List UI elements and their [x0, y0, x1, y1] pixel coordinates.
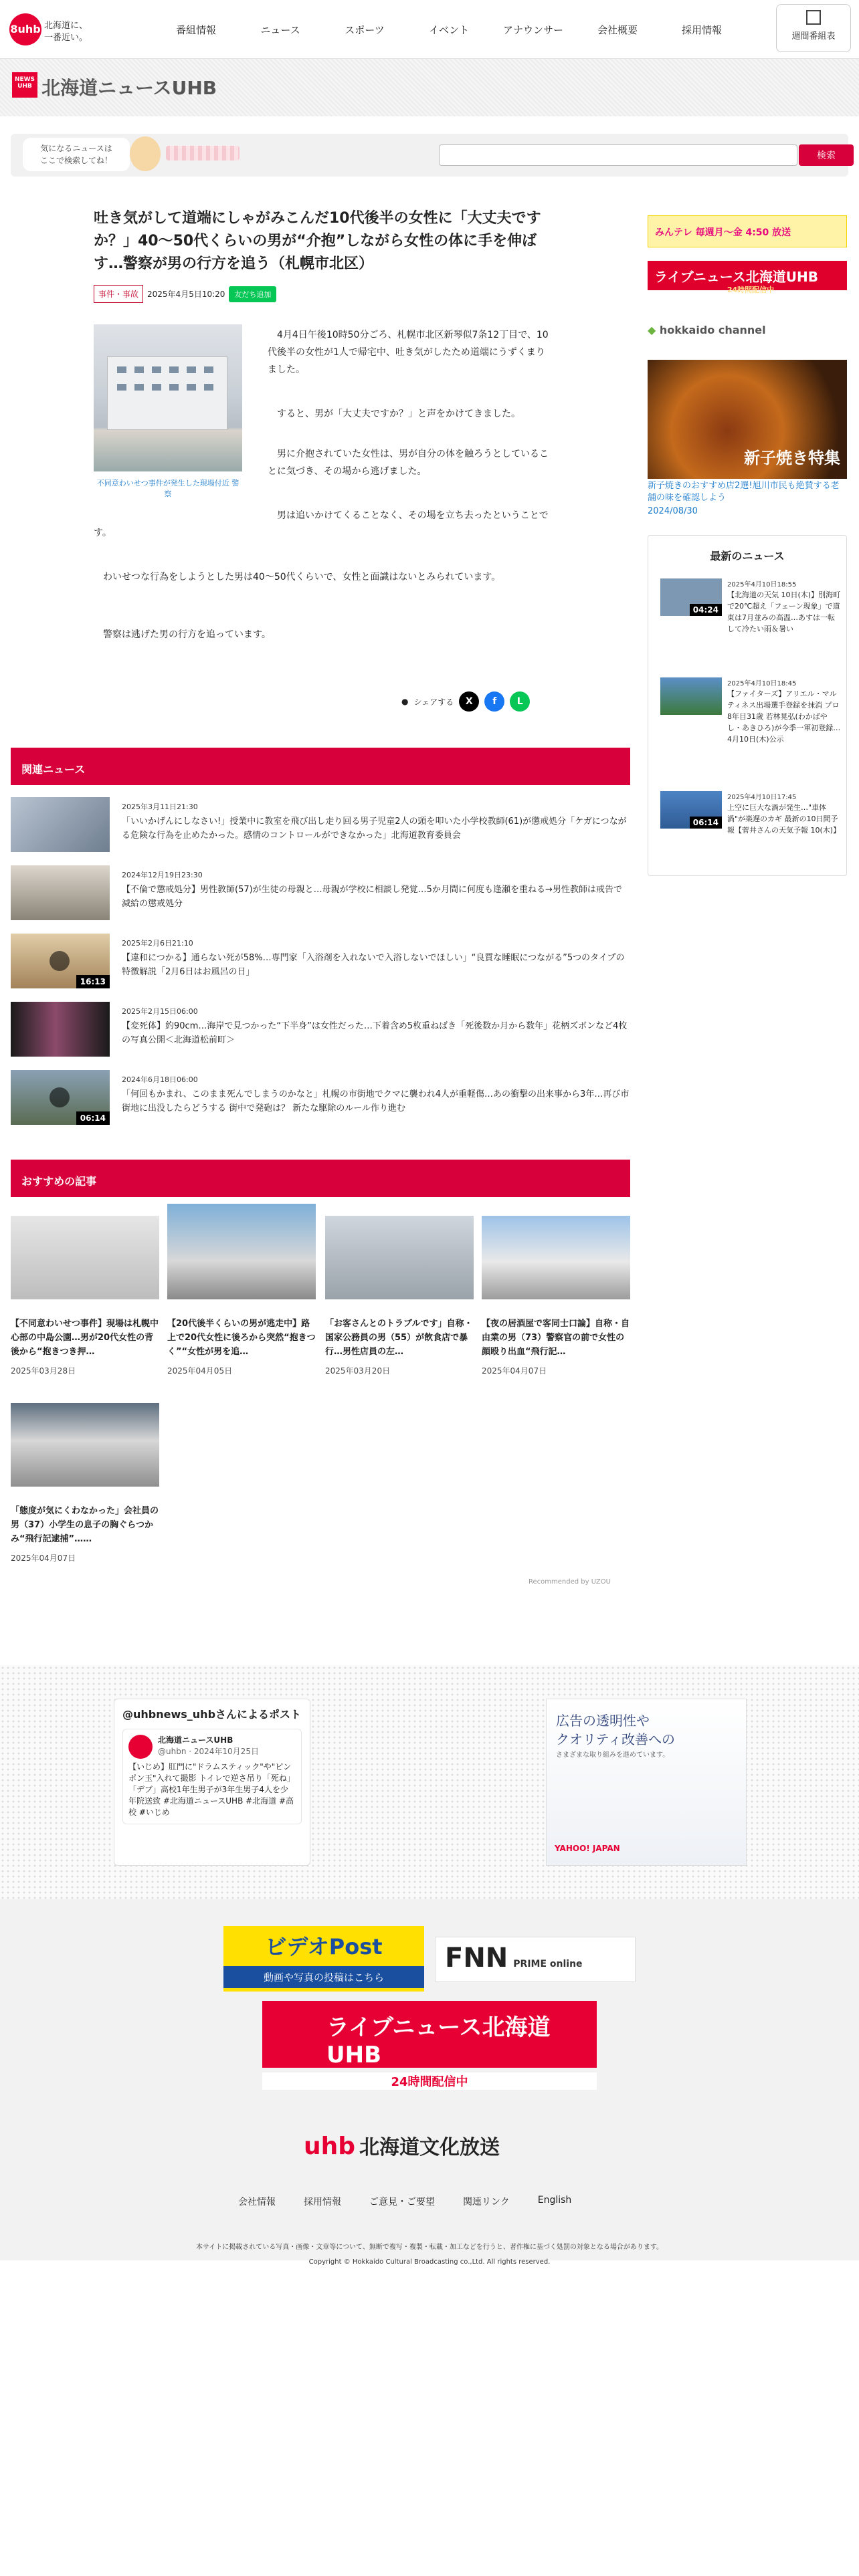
news-uhb-logo[interactable]: NEWS UHB	[12, 72, 37, 98]
latest-thumb[interactable]	[660, 791, 722, 829]
footer-copyright: Copyright © Hokkaido Cultural Broadcasting co.,Ltd. All rights reserved.	[308, 2258, 551, 2266]
yahoo-ad[interactable]	[546, 1699, 747, 1866]
article-paragraph: 4月4日午後10時50分ごろ、札幌市北区新琴似7条12丁目で、10代後半の女性が1人で帰宅中、吐き気がしたため道端にうずくまりました。	[268, 330, 549, 375]
related-date: 2024年12月19日23:30	[122, 871, 203, 879]
recommended-title[interactable]: 【20代後半くらいの男が逃走中】路上で20代女性に後ろから突然“抱きつく”“女性が男を追…	[167, 1319, 316, 1357]
latest-thumb[interactable]	[660, 677, 722, 715]
related-item[interactable]	[11, 1070, 630, 1128]
global-nav	[154, 23, 744, 37]
mascot-image	[130, 136, 161, 171]
latest-item[interactable]	[660, 578, 841, 665]
nav-company[interactable]: 会社概要	[597, 24, 638, 36]
decorative-stripe	[166, 146, 240, 160]
recommended-thumb[interactable]	[325, 1216, 474, 1299]
article-date: 2025年4月5日10:20	[147, 290, 225, 299]
live-news-banner[interactable]	[648, 261, 847, 294]
latest-date: 2025年4月10日17:45	[727, 794, 797, 801]
related-item[interactable]	[11, 934, 630, 991]
play-icon	[50, 1087, 70, 1107]
recommended-thumb[interactable]	[167, 1204, 316, 1299]
footer-link-company[interactable]: 会社情報	[238, 2197, 276, 2208]
recommended-thumb[interactable]	[11, 1216, 159, 1299]
videopost-sub: 動画や写真の投稿はこちら	[223, 1966, 424, 1988]
news-title-band	[0, 59, 859, 116]
footer-logo-mark: uhb	[304, 2133, 356, 2160]
article-paragraph: わいせつな行為をしようとした男は40～50代くらいで、女性と面識はないとみられています。	[103, 572, 501, 582]
footer-link-feedback[interactable]: ご意見・ご要望	[369, 2197, 435, 2208]
footer-copy	[0, 2240, 859, 2270]
recommended-date: 2025年04月07日	[11, 1553, 76, 1563]
article	[94, 207, 549, 640]
related-title[interactable]: 【変死体】約90cm…海岸で見つかった“下半身”は女性だった…下着含め5枚重ねばき「死後数か月から数年」花柄ズボンなど4枚の写真公開＜北海道松前町＞	[122, 1021, 628, 1045]
footer-logo[interactable]	[304, 2131, 500, 2160]
ramen-feature-text: 新子焼き特集	[744, 449, 840, 467]
police-building	[107, 356, 227, 430]
tagline-line2: 一番近い。	[44, 33, 88, 43]
related-item[interactable]	[11, 1002, 630, 1059]
related-item[interactable]	[11, 865, 630, 923]
nav-news[interactable]: ニュース	[260, 24, 300, 36]
category-tag[interactable]: 事件・事故	[94, 285, 143, 303]
video-duration: 06:14	[76, 1111, 110, 1125]
yahoo-logo: YAHOO! JAPAN	[555, 1844, 620, 1853]
footer-link-recruit[interactable]: 採用情報	[304, 2197, 341, 2208]
footer-notice: 本サイトに掲載されている写真・画像・文章等について、無断で複写・複製・転載・加工などを行うと、著作権に基づく処罰の対象となる場合があります。	[195, 2244, 664, 2251]
ad-sub: さまざまな取り組みを進めています。	[556, 1751, 670, 1759]
related-thumb[interactable]	[11, 1002, 110, 1057]
recommended-item[interactable]	[167, 1204, 316, 1376]
hokkaido-channel-icon: ◆	[648, 324, 656, 336]
hokkaido-channel-logo[interactable]	[648, 324, 847, 336]
ramen-feature-image[interactable]	[648, 360, 847, 479]
search-input[interactable]	[439, 144, 797, 166]
related-news-heading: 関連ニュース	[11, 748, 630, 785]
site-footer	[0, 2100, 859, 2266]
latest-item[interactable]	[660, 791, 841, 865]
ramen-caption[interactable]: 新子焼きのおすすめ店2選!旭川市民も絶賛する老舗の味を確認しよう	[648, 481, 840, 503]
footer-company: 北海道文化放送	[359, 2136, 500, 2159]
nav-programs[interactable]: 番組情報	[175, 24, 216, 36]
article-paragraph: 警察は逃げた男の行方を追っています。	[103, 629, 271, 640]
related-title[interactable]: 「いいかげんにしなさい!」授業中に教室を飛び出し走り回る男子児童2人の頭を叩いた小学校教師(61)が懲戒処分「ケガにつながる危険な行為を止めたかった。感情のコントロールができなかった」北海道教育委員会	[122, 817, 627, 841]
related-thumb[interactable]	[11, 865, 110, 920]
latest-title[interactable]: 上空に巨大な渦が発生…"車体渦"が楽遅のカギ 最新の10日間予報【菅井さんの天気予報 10(木)】	[727, 803, 841, 835]
fnn-sub: PRIME online	[513, 1959, 583, 1969]
article-paragraph: 男に介抱されていた女性は、男が自分の体を触ろうとしていることに気づき、その場から逃げました。	[268, 449, 549, 477]
share-label: シェアする	[413, 697, 454, 707]
latest-thumb[interactable]	[660, 578, 722, 616]
line-share-icon[interactable]: L	[510, 691, 530, 712]
latest-date: 2025年4月10日18:55	[727, 581, 797, 588]
facebook-share-icon[interactable]: f	[484, 691, 504, 712]
related-title[interactable]: 【違和につかる】通らない死が58%…専門家「入浴剤を入れないで入浴しないでほしい」“良質な睡眠につながる”5つのタイプの特徴解説「2月6日はお風呂の日」	[122, 953, 625, 977]
recommended-date: 2025年03月20日	[325, 1366, 391, 1376]
recommended-title[interactable]: 【夜の居酒屋で客同士口論】自称・自由業の男（73）警察官の前で女性の顔殴り出血“飛行記…	[482, 1319, 630, 1357]
x-post-text: 【いじめ】肛門に"ドラムスティック"や"ピンポン玉"入れて撮影 トイレで逆さ吊り「死ね」「デブ」高校1年生男子が3年生男子4人を少年院送致 #北海道ニュースUHB #北海道 #高校 #いじめ	[128, 1762, 295, 1817]
x-share-icon[interactable]: X	[459, 691, 479, 712]
article-meta	[94, 285, 549, 303]
x-account-name[interactable]: 北海道ニュースUHB	[158, 1735, 233, 1745]
live-bottom-sub: 24時間配信中	[262, 2072, 597, 2090]
weekly-schedule-button[interactable]	[776, 4, 851, 52]
recommended-item[interactable]	[11, 1216, 159, 1376]
latest-date: 2025年4月10日18:45	[727, 680, 797, 687]
play-icon	[50, 951, 70, 971]
related-title[interactable]: 「何回もかまれ、このまま死んでしまうのかなと」札幌の市街地でクマに襲われ4人が重軽傷…あの衝撃の出来事から3年…再び市街地に出没したらどうする 街中で発砲は？ 新たな駆除のルール作り進む	[122, 1089, 630, 1113]
related-title[interactable]: 【不倫で懲戒処分】男性教師(57)が生徒の母親と…母親が学校に相談し発覚…5か月間に何度も逢瀬を重ねる→男性教師は戒告で減給の懲戒処分	[122, 885, 622, 909]
nav-sports[interactable]: スポーツ	[345, 24, 385, 36]
related-date: 2025年3月11日21:30	[122, 802, 198, 811]
recommended-by[interactable]: Recommended by UZOU	[529, 1578, 611, 1586]
site-header	[0, 0, 859, 59]
search-button[interactable]: 検索	[799, 144, 854, 166]
video-duration: 06:14	[690, 817, 722, 829]
related-date: 2025年2月15日06:00	[122, 1007, 198, 1016]
grid-icon	[806, 10, 821, 25]
article-paragraph: 男は追いかけてくることなく、その場を立ち去ったということです。	[94, 510, 549, 538]
recommended-title[interactable]: 【不同意わいせつ事件】現場は札幌中心部の中島公園…男が20代女性の背後から“抱きつき押…	[11, 1319, 159, 1357]
latest-title[interactable]: 【北海道の天気 10日(木)】別海町で20℃超え「フェーン現象」で道東は7月並みの高温…あすは一転して冷たい雨＆暑い	[727, 591, 841, 633]
article-paragraph: すると、男が「大丈夫ですか？」と声をかけてきました。	[277, 409, 520, 419]
footer-nav	[238, 2195, 571, 2208]
videopost-banner[interactable]	[223, 1926, 424, 1992]
recommended-date: 2025年04月07日	[482, 1366, 547, 1376]
search-bubble-line1: 気になるニュースは	[40, 144, 112, 153]
live-banner-title: ライブニュース北海道UHB	[654, 269, 819, 285]
fnn-prime-banner[interactable]	[435, 1937, 636, 1982]
video-duration: 04:24	[690, 604, 722, 616]
ad-line2: クオリティ改善への	[556, 1731, 675, 1747]
tagline-line1: 北海道に、	[44, 21, 88, 31]
tagline	[44, 20, 88, 44]
news-band-title[interactable]: 北海道ニュースUHB	[41, 77, 217, 99]
share-bar	[401, 691, 530, 712]
banner-section	[0, 1899, 859, 2100]
weekly-schedule-label: 週間番組表	[791, 31, 836, 41]
recommended-thumb[interactable]	[482, 1216, 630, 1299]
photo-caption: 不同意わいせつ事件が発生した現場付近 警察	[96, 479, 240, 498]
related-date: 2025年2月6日21:10	[122, 939, 193, 948]
recommended-item[interactable]	[482, 1216, 630, 1376]
x-account-handle: @uhbn · 2024年10月25日	[158, 1747, 259, 1756]
minna-tele-banner[interactable]: みんテレ 毎週月～金 4:50 放送	[648, 215, 847, 247]
ramen-date: 2024/08/30	[648, 506, 698, 516]
avatar[interactable]	[128, 1735, 153, 1759]
search-bar	[11, 134, 848, 177]
recommended-date: 2025年04月05日	[167, 1366, 233, 1376]
recommended-title[interactable]: 「態度が気にくわなかった」会社員の男（37）小学生の息子の胸ぐらつかみ“飛行記逮捕”……	[11, 1506, 159, 1544]
related-date: 2024年6月18日06:00	[122, 1075, 198, 1084]
nav-events[interactable]: イベント	[428, 24, 469, 36]
related-thumb[interactable]	[11, 1070, 110, 1125]
latest-item[interactable]	[660, 677, 841, 784]
recommended-item[interactable]	[11, 1403, 159, 1564]
live-banner-sub: 24時間配信中	[727, 286, 775, 294]
footer-link-related[interactable]: 関連リンク	[463, 2197, 510, 2208]
article-photo[interactable]	[94, 324, 242, 471]
related-thumb[interactable]	[11, 797, 110, 852]
article-title: 吐き気がして道端にしゃがみこんだ10代後半の女性に「大丈夫ですか？」40～50代くらいの男が“介抱”しながら女性の体に手を伸ばす…警察が男の行方を追う（札幌市北区）	[94, 210, 541, 272]
video-duration: 16:13	[76, 975, 110, 988]
related-item[interactable]	[11, 797, 630, 855]
uhb-logo[interactable]: 8uhb	[9, 13, 41, 45]
latest-news-heading: 最新のニュース	[710, 550, 785, 562]
latest-news-box	[648, 535, 847, 876]
search-bubble	[23, 138, 130, 171]
recommended-thumb[interactable]	[11, 1403, 159, 1487]
recommended-date: 2025年03月28日	[11, 1366, 76, 1376]
x-embed[interactable]	[114, 1699, 310, 1866]
speech-icon: ●	[401, 697, 409, 706]
videopost-title: ビデオPost	[265, 1934, 383, 1959]
article-figure	[94, 324, 242, 500]
line-friend-button[interactable]: 友だち追加	[229, 286, 276, 302]
recommended-item[interactable]	[325, 1216, 474, 1376]
x-post-card[interactable]	[122, 1729, 302, 1824]
recommended-title[interactable]: 「お客さんとのトラブルです」自称・国家公務員の男（55）が飲食店で暴行…男性店員の左…	[325, 1319, 473, 1357]
nav-announcers[interactable]: アナウンサー	[502, 24, 563, 36]
nav-recruit[interactable]: 採用情報	[681, 24, 722, 36]
related-thumb[interactable]	[11, 934, 110, 988]
footer-link-english[interactable]: English	[537, 2195, 572, 2206]
ad-line1: 広告の透明性や	[556, 1713, 650, 1729]
live-news-bottom-banner[interactable]	[262, 2001, 597, 2089]
live-bottom-title: ライブニュース北海道UHB	[326, 2014, 551, 2068]
search-bubble-line2: ここで検索してね！	[39, 156, 112, 165]
latest-title[interactable]: 【ファイターズ】アリエル・マルティネス出場選手登録を抹消 プロ8年目31歳 若林晃弘(わかばやし・あきひろ)が今季一軍初登録…4月10日(木)公示	[727, 689, 841, 744]
hokkaido-channel-label: hokkaido channel	[659, 324, 766, 336]
x-embed-heading: @uhbnews_uhbさんによるポスト	[122, 1708, 302, 1721]
recommended-heading: おすすめの記事	[11, 1160, 630, 1197]
fnn-logo: FNN	[445, 1943, 508, 1973]
